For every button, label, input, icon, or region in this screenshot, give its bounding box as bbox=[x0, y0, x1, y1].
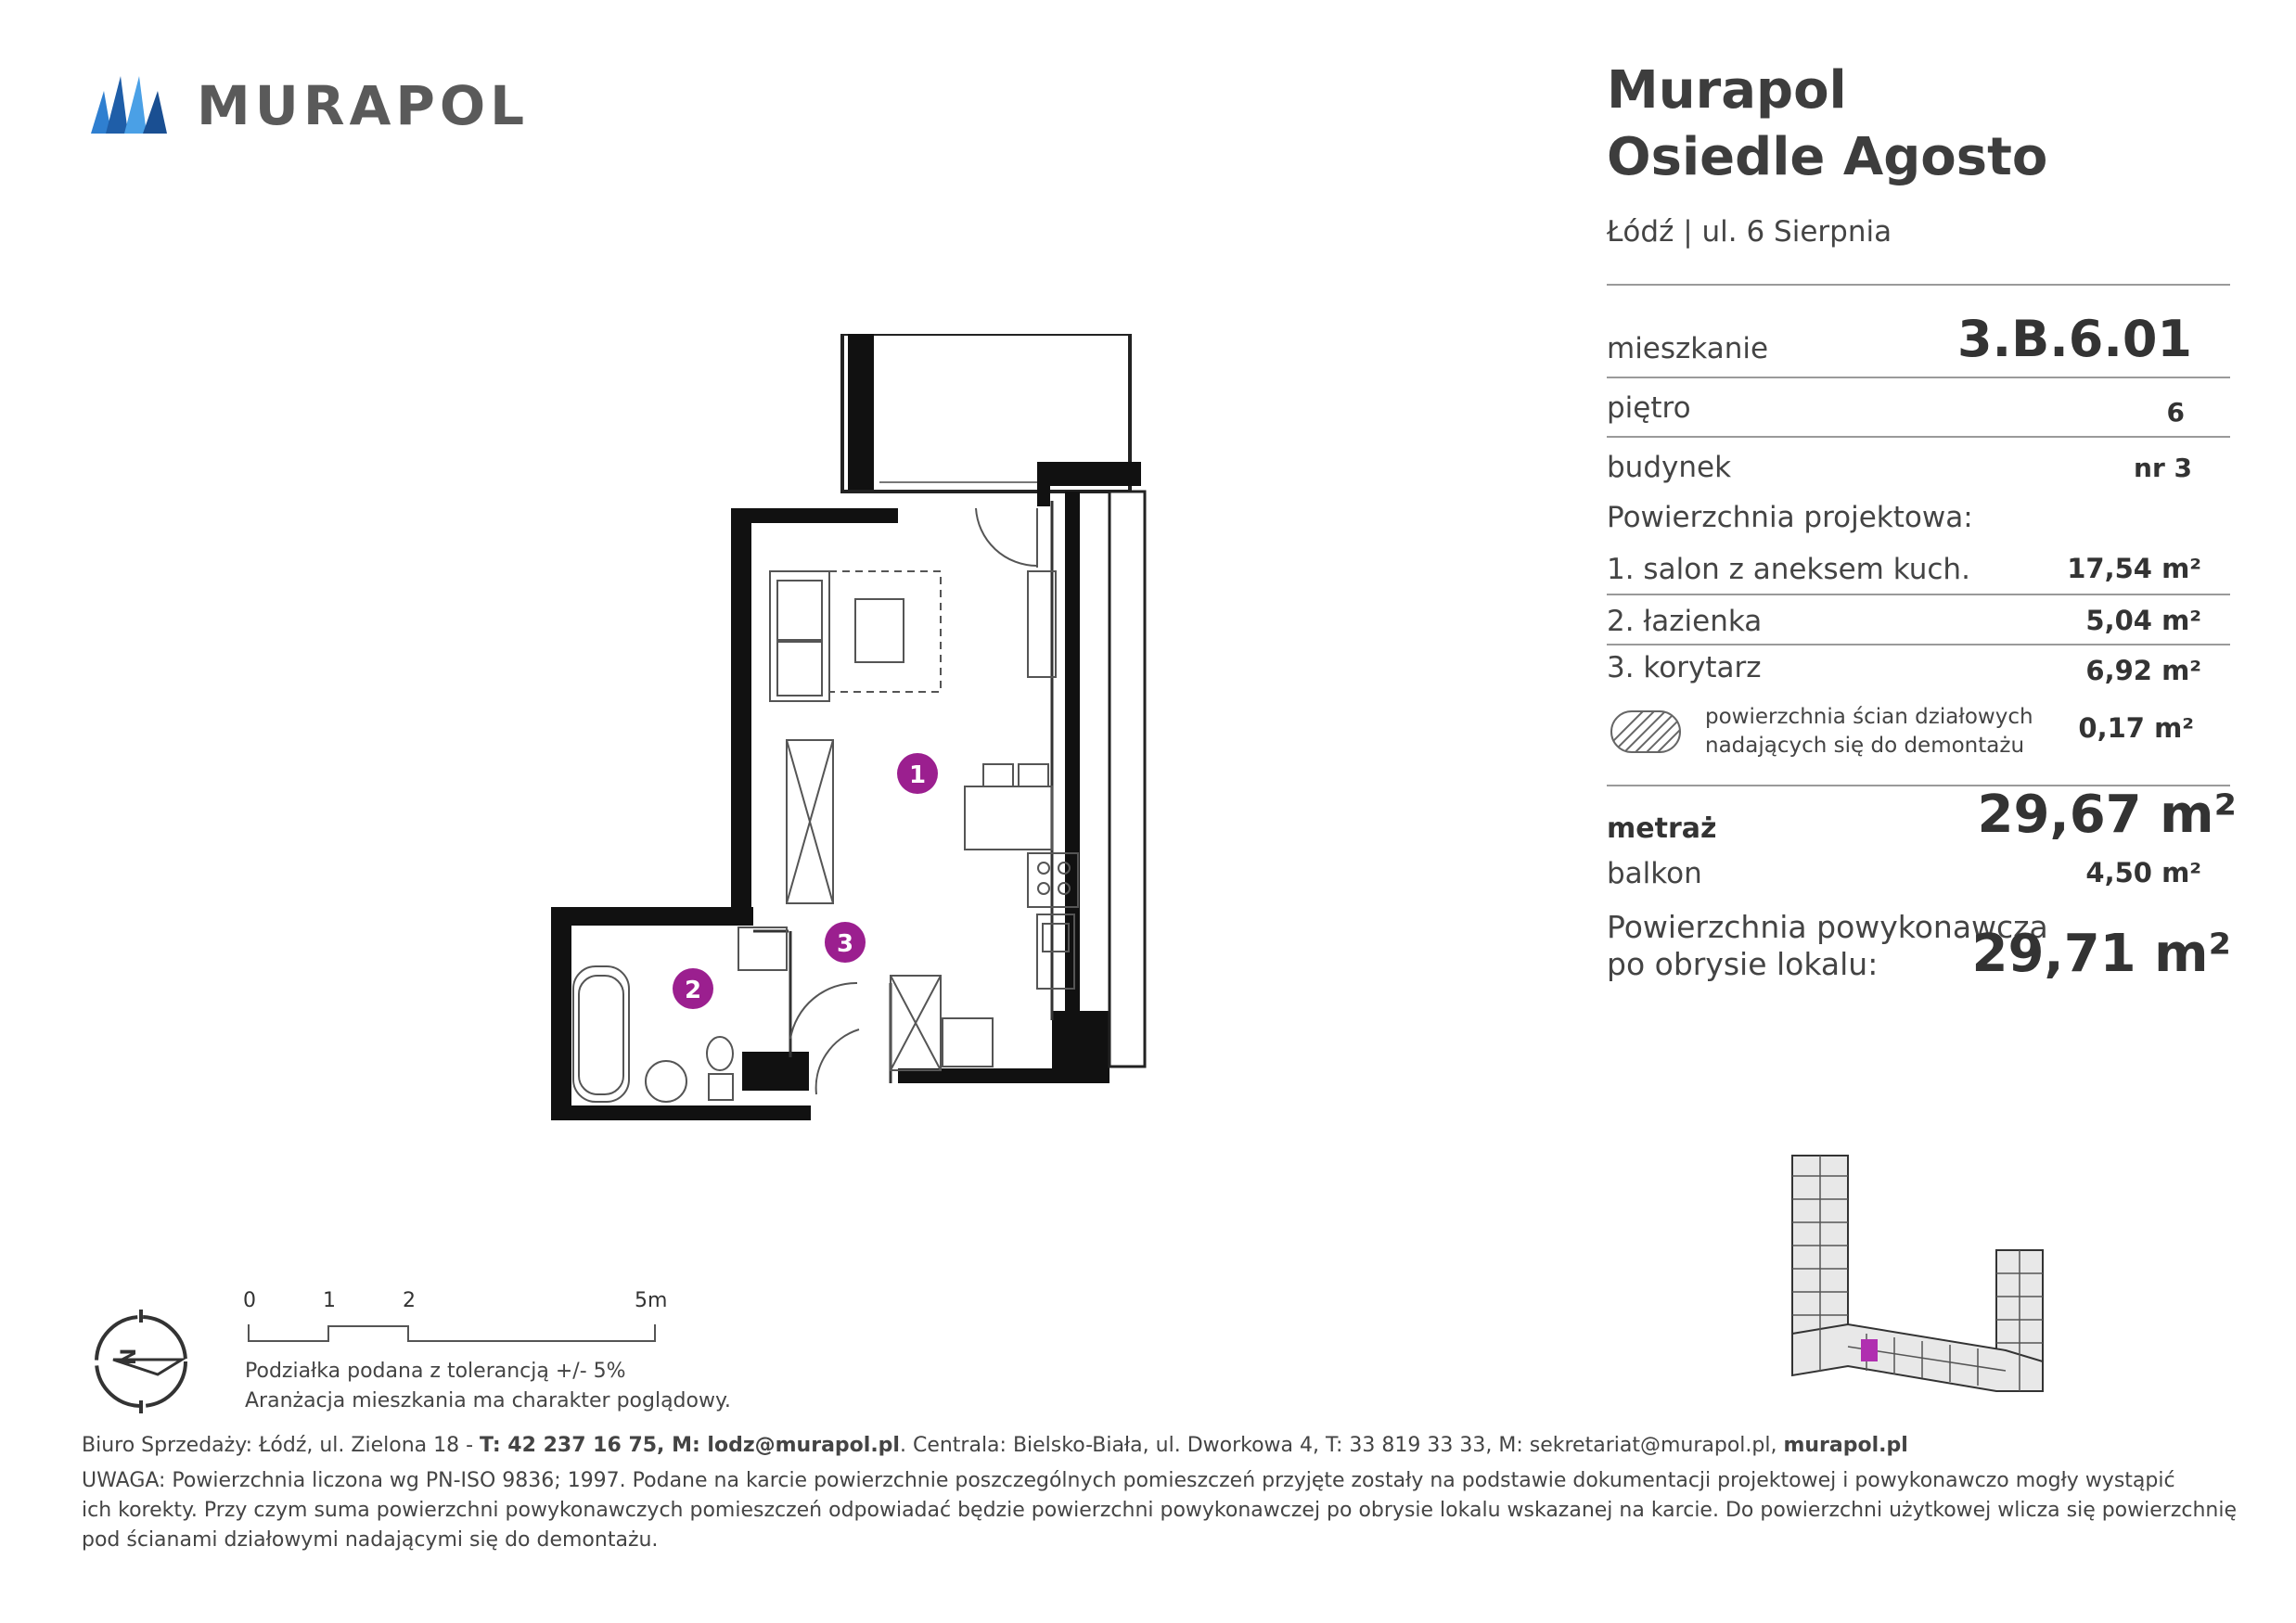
walls-note bbox=[1705, 703, 2033, 760]
room-marker-1-label: 1 bbox=[908, 761, 927, 789]
doors bbox=[790, 508, 1037, 1094]
divider bbox=[1607, 436, 2230, 438]
balcony-value: 4,50 m² bbox=[2085, 857, 2201, 888]
floor-label: piętro bbox=[1607, 391, 1691, 425]
project-title-line2: Osiedle Agosto bbox=[1607, 127, 2048, 187]
scale-tick-5: 5m bbox=[635, 1289, 668, 1312]
site-plan-icon bbox=[1774, 1148, 2061, 1408]
footer-note-line1: UWAGA: Powierzchnia liczona wg PN-ISO 9836; 1997. Podane na karcie powierzchnie poszczególnych pomieszczeń przyjęte zostały na podstawie dokumentacji projektowej i powykonawczo mogły wystąpić bbox=[82, 1469, 2175, 1492]
room-1-label: 1. salon z aneksem kuch. bbox=[1607, 553, 1970, 586]
footer-website-link[interactable]: murapol.pl bbox=[1783, 1434, 1908, 1457]
room-marker-3-label: 3 bbox=[836, 930, 854, 958]
divider bbox=[1607, 594, 2230, 595]
divider bbox=[1607, 377, 2230, 378]
room-3-label: 3. korytarz bbox=[1607, 651, 1762, 684]
scale-tick-2: 2 bbox=[403, 1289, 416, 1312]
scale-arrangement: Aranżacja mieszkania ma charakter poglądowy. bbox=[245, 1389, 731, 1412]
divider bbox=[1607, 284, 2230, 286]
apartment-value: 3.B.6.01 bbox=[1957, 310, 2192, 368]
balcony-label: balkon bbox=[1607, 857, 1702, 890]
logo[interactable] bbox=[91, 72, 530, 137]
asbuilt-value: 29,71 m² bbox=[1971, 924, 2231, 984]
room-marker-2-label: 2 bbox=[684, 977, 702, 1004]
asbuilt-label-line1: Powierzchnia powykonawcza bbox=[1607, 909, 2048, 945]
walls-note-line1: powierzchnia ścian działowych bbox=[1705, 705, 2033, 729]
logo-text: MURAPOL bbox=[197, 74, 530, 137]
partitions bbox=[753, 501, 1052, 1083]
walls-note-line2: nadających się do demontażu bbox=[1705, 734, 2025, 758]
walls-area: 0,17 m² bbox=[2078, 712, 2194, 744]
room-2-area: 5,04 m² bbox=[2085, 605, 2201, 636]
furniture bbox=[573, 571, 1078, 1102]
total-value: 29,67 m² bbox=[1977, 785, 2237, 845]
building-label: budynek bbox=[1607, 451, 1732, 484]
footer-contact-pre: Biuro Sprzedaży: Łódź, ul. Zielona 18 - bbox=[82, 1434, 481, 1457]
scale-tick-0: 0 bbox=[243, 1289, 256, 1312]
project-title bbox=[1607, 58, 2047, 191]
design-area-label: Powierzchnia projektowa: bbox=[1607, 501, 1973, 534]
scale-tolerance: Podziałka podana z tolerancją +/- 5% bbox=[245, 1360, 626, 1383]
compass-icon bbox=[85, 1306, 197, 1417]
floor-value: 6 bbox=[2166, 397, 2185, 428]
scale-bar bbox=[243, 1289, 670, 1345]
room-2-label: 2. łazienka bbox=[1607, 605, 1763, 638]
apartment-label: mieszkanie bbox=[1607, 332, 1769, 365]
footer-contact-phone-email[interactable]: T: 42 237 16 75, M: lodz@murapol.pl bbox=[480, 1434, 900, 1457]
project-title-line1: Murapol bbox=[1607, 60, 1847, 121]
footer-contact bbox=[82, 1434, 1908, 1457]
building-value: nr 3 bbox=[2134, 453, 2192, 483]
svg-text:N: N bbox=[118, 1348, 141, 1365]
footer-note-line3: pod ścianami działowymi nadającymi się do demontażu. bbox=[82, 1528, 659, 1552]
room-markers bbox=[673, 753, 938, 1009]
hatch-icon bbox=[1610, 710, 1681, 753]
asbuilt-label-line2: po obrysie lokalu: bbox=[1607, 946, 1879, 982]
scale-tick-1: 1 bbox=[323, 1289, 336, 1312]
footer-note-line2: ich korekty. Przy czym suma powierzchni powykonawczych pomieszczeń odpowiadać będzie powierzchni powykonawczej po obrysie lokalu wskazanej na karcie. Do powierzchni użytkowej wlicza się powierzchnię bbox=[82, 1499, 2238, 1522]
total-label: metraż bbox=[1607, 812, 1717, 845]
room-1-area: 17,54 m² bbox=[2067, 553, 2201, 584]
floor-plan bbox=[547, 334, 1160, 1131]
footer-contact-post: . Centrala: Bielsko-Biała, ul. Dworkowa 4, T: 33 819 33 33, M: sekretariat@murapol.pl, bbox=[899, 1434, 1784, 1457]
divider bbox=[1607, 644, 2230, 645]
logo-icon bbox=[91, 72, 174, 137]
room-3-area: 6,92 m² bbox=[2085, 655, 2201, 686]
project-address: Łódź | ul. 6 Sierpnia bbox=[1607, 215, 1892, 249]
